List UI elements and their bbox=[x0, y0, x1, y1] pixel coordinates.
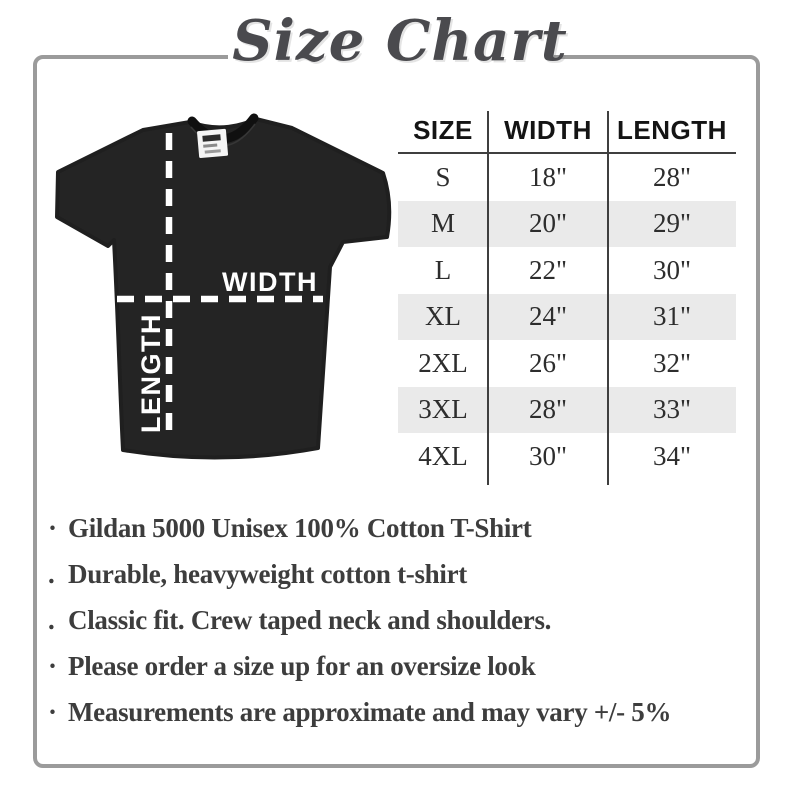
note-line bbox=[48, 551, 762, 597]
cell-length: 30" bbox=[652, 254, 692, 285]
table-row bbox=[398, 154, 736, 201]
note-text: Please order a size up for an oversize look bbox=[68, 651, 536, 681]
column-separator bbox=[487, 111, 489, 485]
table-row bbox=[398, 387, 736, 434]
cell-width: 18" bbox=[528, 161, 568, 192]
note-line bbox=[48, 643, 762, 689]
header-width: WIDTH bbox=[504, 114, 592, 145]
header-length: LENGTH bbox=[617, 114, 727, 145]
note-line bbox=[48, 597, 762, 643]
cell-length: 29" bbox=[652, 208, 692, 239]
page-title: Size Chart bbox=[232, 8, 568, 74]
cell-width: 28" bbox=[528, 394, 568, 425]
cell-size: S bbox=[435, 161, 451, 192]
bullet-marker: . bbox=[48, 559, 55, 589]
cell-size: 2XL bbox=[418, 347, 468, 378]
bullet-marker: · bbox=[48, 513, 57, 543]
width-label: WIDTH bbox=[222, 267, 318, 297]
note-text: Measurements are approximate and may vary +/- 5% bbox=[68, 697, 672, 727]
cell-length: 31" bbox=[652, 301, 692, 332]
size-table-header bbox=[398, 108, 736, 154]
tshirt-neck-tag bbox=[197, 129, 228, 158]
product-notes bbox=[48, 505, 762, 735]
cell-length: 32" bbox=[652, 347, 692, 378]
bullet-marker: . bbox=[48, 605, 55, 635]
table-row bbox=[398, 201, 736, 248]
length-label: LENGTH bbox=[136, 313, 166, 433]
table-row bbox=[398, 247, 736, 294]
bullet-marker: · bbox=[48, 697, 57, 727]
cell-size: XL bbox=[425, 301, 461, 332]
header-size: SIZE bbox=[413, 114, 473, 145]
note-text: Durable, heavyweight cotton t-shirt bbox=[68, 559, 467, 589]
cell-width: 20" bbox=[528, 208, 568, 239]
note-text: Gildan 5000 Unisex 100% Cotton T-Shirt bbox=[68, 513, 532, 543]
cell-width: 26" bbox=[528, 347, 568, 378]
bullet-marker: · bbox=[48, 651, 57, 681]
cell-length: 33" bbox=[652, 394, 692, 425]
size-table bbox=[398, 108, 736, 480]
tshirt-svg bbox=[40, 100, 400, 480]
tshirt-graphic bbox=[40, 100, 400, 480]
cell-length: 34" bbox=[652, 440, 692, 471]
note-line bbox=[48, 505, 762, 551]
note-line bbox=[48, 689, 762, 735]
cell-size: M bbox=[430, 208, 455, 239]
cell-length: 28" bbox=[652, 161, 692, 192]
cell-width: 30" bbox=[528, 440, 568, 471]
cell-size: 3XL bbox=[418, 394, 468, 425]
table-row bbox=[398, 433, 736, 480]
table-row bbox=[398, 340, 736, 387]
cell-width: 22" bbox=[528, 254, 568, 285]
column-separator bbox=[607, 111, 609, 485]
cell-size: L bbox=[434, 254, 452, 285]
table-row bbox=[398, 294, 736, 341]
cell-width: 24" bbox=[528, 301, 568, 332]
note-text: Classic fit. Crew taped neck and shoulders. bbox=[68, 605, 552, 635]
cell-size: 4XL bbox=[418, 440, 468, 471]
